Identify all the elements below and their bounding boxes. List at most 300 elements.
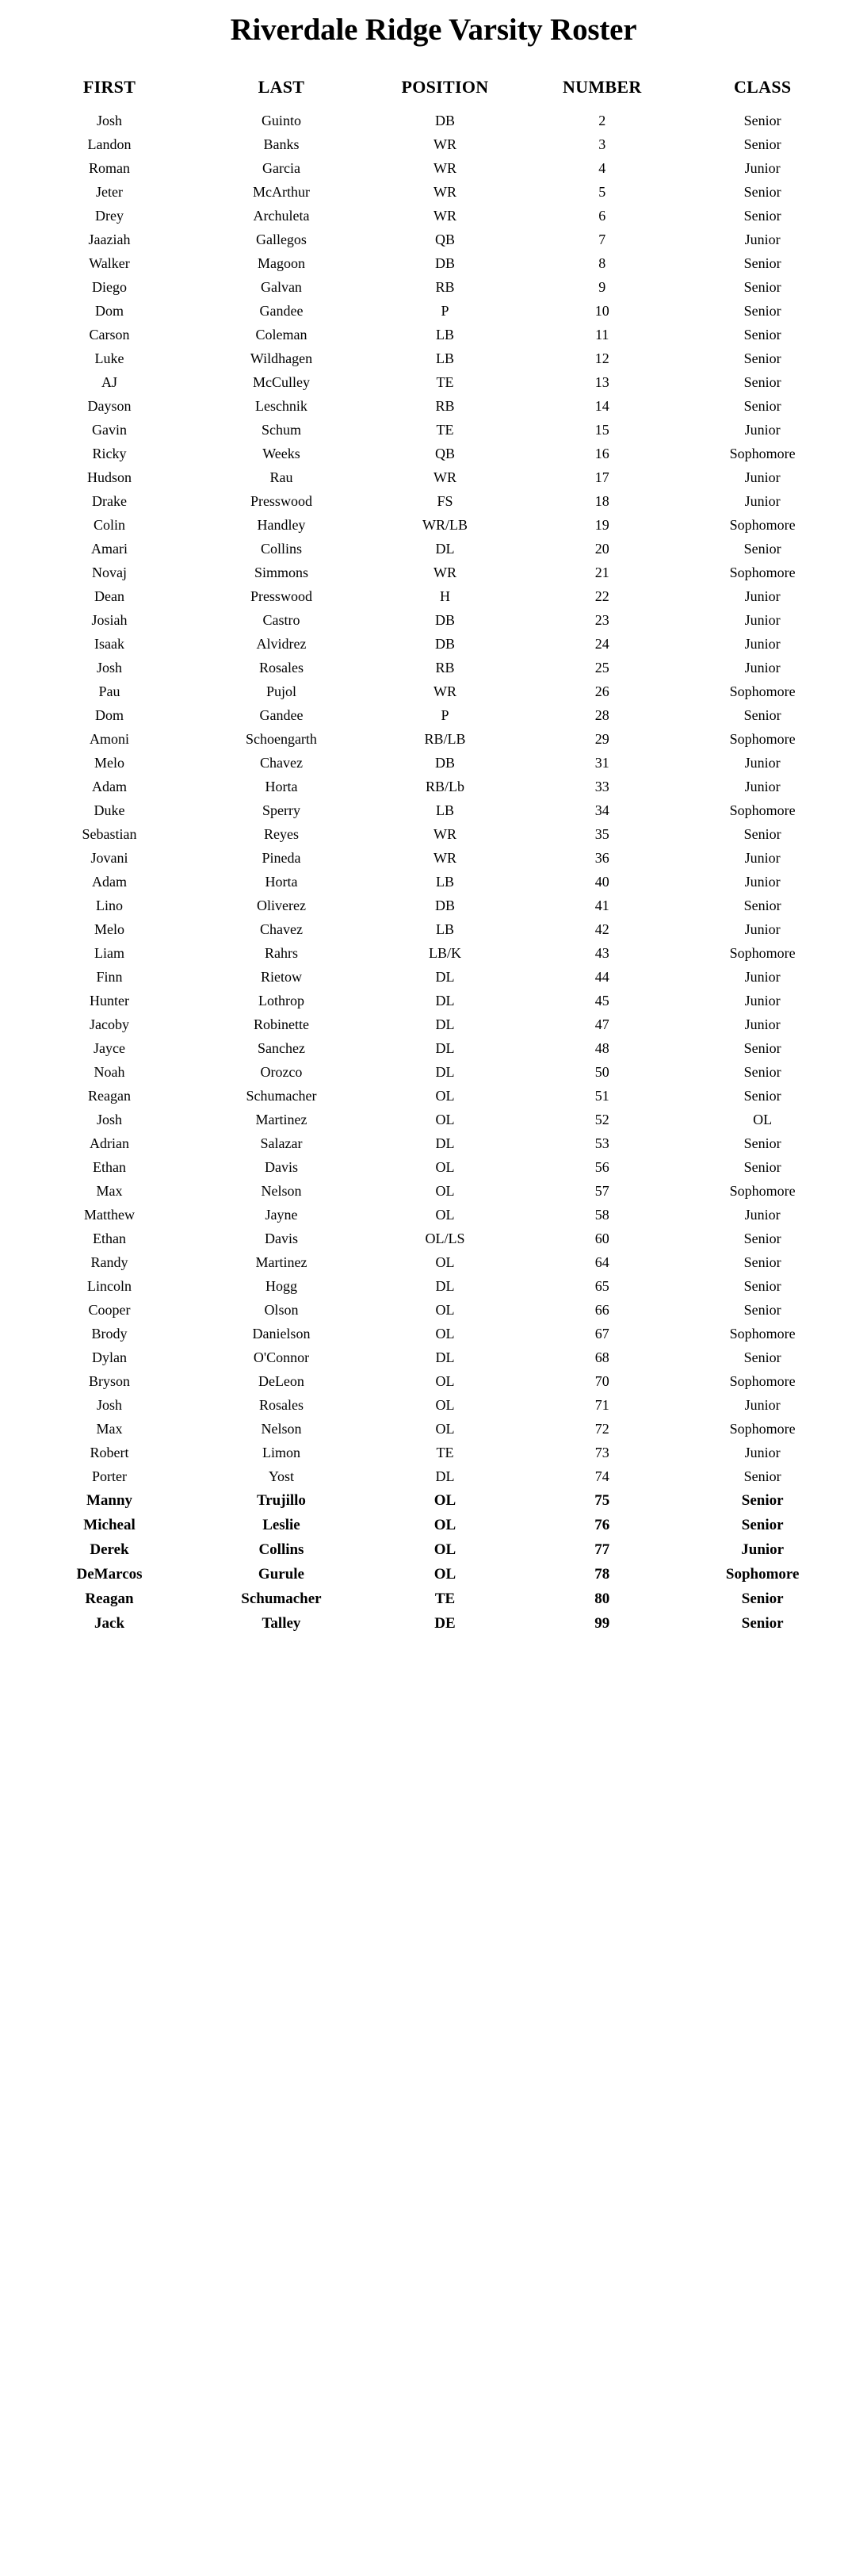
table-row xyxy=(22,656,845,679)
roster-table xyxy=(22,77,845,1636)
cell-last-name: Talley xyxy=(262,1614,301,1632)
cell-last-name: Reyes xyxy=(263,825,299,842)
cell-class: Senior xyxy=(743,136,781,152)
cell-class: Senior xyxy=(741,1516,784,1533)
cell-position: WR xyxy=(434,683,456,699)
cell-number: 10 xyxy=(594,302,609,319)
cell-position: LB xyxy=(435,921,454,937)
cell-first-name: Cooper xyxy=(88,1301,131,1318)
cell-class: Sophomore xyxy=(729,1182,796,1199)
cell-class: Senior xyxy=(743,207,781,224)
cell-last-name: Garcia xyxy=(262,159,300,176)
cell-first-name: Amari xyxy=(91,540,128,557)
cell-number: 19 xyxy=(594,516,609,533)
cell-number: 28 xyxy=(594,706,609,723)
cell-position: RB xyxy=(435,659,455,676)
cell-position: LB xyxy=(435,873,454,890)
cell-first-name: Adam xyxy=(92,873,128,890)
table-row xyxy=(22,251,845,275)
table-row xyxy=(22,1298,845,1322)
cell-class: Senior xyxy=(743,1254,781,1270)
cell-class: Sophomore xyxy=(729,564,796,580)
cell-first-name: Luke xyxy=(94,350,124,366)
cell-last-name: Guinto xyxy=(261,112,301,128)
cell-last-name: Martinez xyxy=(255,1254,307,1270)
cell-last-name: Leslie xyxy=(262,1516,300,1533)
cell-number: 9 xyxy=(598,278,606,295)
cell-position: OL xyxy=(434,1541,456,1558)
cell-class: Senior xyxy=(743,825,781,842)
table-row xyxy=(22,204,845,228)
cell-class: Junior xyxy=(744,659,781,676)
cell-last-name: Pujol xyxy=(265,683,296,699)
cell-first-name: Novaj xyxy=(92,564,128,580)
table-body xyxy=(22,109,845,1636)
cell-class: Senior xyxy=(743,278,781,295)
table-row xyxy=(22,703,845,727)
table-row xyxy=(22,346,845,370)
cell-class: Senior xyxy=(743,1158,781,1175)
cell-number: 22 xyxy=(594,588,609,604)
cell-position: WR xyxy=(434,183,456,200)
cell-number: 6 xyxy=(598,207,606,224)
cell-number: 75 xyxy=(594,1491,610,1509)
cell-first-name: Max xyxy=(96,1420,123,1437)
table-row xyxy=(22,1369,845,1393)
cell-number: 18 xyxy=(594,492,609,509)
cell-number: 70 xyxy=(594,1372,609,1389)
cell-first-name: Duke xyxy=(94,802,125,818)
table-row xyxy=(22,1084,845,1108)
cell-first-name: Jack xyxy=(94,1614,125,1632)
cell-first-name: Robert xyxy=(90,1444,129,1460)
cell-position: RB/Lb xyxy=(425,778,464,794)
table-row xyxy=(22,1179,845,1203)
table-row xyxy=(22,394,845,418)
cell-class: Senior xyxy=(743,1301,781,1318)
cell-last-name: Collins xyxy=(260,540,302,557)
cell-last-name: Limon xyxy=(262,1444,300,1460)
cell-class: Sophomore xyxy=(729,683,796,699)
cell-position: OL xyxy=(435,1420,455,1437)
cell-first-name: Josh xyxy=(97,1396,123,1413)
cell-first-name: Walker xyxy=(89,255,130,271)
cell-position: TE xyxy=(436,421,454,438)
cell-first-name: Josh xyxy=(97,112,123,128)
cell-position: LB xyxy=(435,326,454,343)
cell-position: DL xyxy=(435,1135,455,1151)
table-row xyxy=(22,1274,845,1298)
cell-first-name: Drake xyxy=(92,492,128,509)
cell-position: TE xyxy=(436,1444,454,1460)
cell-position: P xyxy=(441,302,449,319)
cell-position: DB xyxy=(434,754,455,771)
table-row xyxy=(22,1562,845,1587)
cell-number: 78 xyxy=(594,1565,610,1583)
cell-position: WR xyxy=(434,849,456,866)
cell-position: OL xyxy=(435,1254,455,1270)
page-title: Riverdale Ridge Varsity Roster xyxy=(230,13,637,47)
cell-first-name: Dom xyxy=(95,706,124,723)
table-row xyxy=(22,1108,845,1131)
table-row xyxy=(22,1464,845,1488)
cell-first-name: Max xyxy=(96,1182,123,1199)
cell-last-name: Rau xyxy=(269,469,293,485)
cell-position: TE xyxy=(434,1590,456,1607)
cell-position: LB xyxy=(435,350,454,366)
table-row xyxy=(22,561,845,584)
cell-number: 43 xyxy=(594,944,609,961)
table-row xyxy=(22,1611,845,1636)
cell-position: WR xyxy=(434,159,456,176)
cell-number: 2 xyxy=(598,112,606,128)
cell-first-name: Jaaziah xyxy=(88,231,131,247)
table-row xyxy=(22,751,845,775)
table-row xyxy=(22,537,845,561)
table-row xyxy=(22,299,845,323)
cell-class: Junior xyxy=(744,778,781,794)
cell-number: 5 xyxy=(598,183,606,200)
table-row xyxy=(22,1417,845,1441)
cell-number: 76 xyxy=(594,1516,610,1533)
cell-class: Senior xyxy=(743,373,781,390)
cell-first-name: Ethan xyxy=(93,1230,127,1246)
cell-position: TE xyxy=(436,373,454,390)
cell-last-name: Gandee xyxy=(259,302,304,319)
cell-number: 14 xyxy=(594,397,609,414)
cell-class: Senior xyxy=(743,706,781,723)
cell-class: Senior xyxy=(743,302,781,319)
cell-last-name: Castro xyxy=(262,611,300,628)
cell-first-name: Dean xyxy=(94,588,125,604)
table-row xyxy=(22,1345,845,1369)
cell-last-name: Rosales xyxy=(258,1396,304,1413)
cell-class: Sophomore xyxy=(729,802,796,818)
cell-number: 4 xyxy=(598,159,606,176)
cell-class: Senior xyxy=(743,1468,781,1484)
cell-number: 45 xyxy=(594,992,609,1009)
cell-first-name: Ricky xyxy=(92,445,127,461)
cell-last-name: Lothrop xyxy=(258,992,304,1009)
cell-class: Junior xyxy=(744,469,781,485)
cell-last-name: Schumacher xyxy=(241,1590,322,1607)
cell-first-name: Hunter xyxy=(90,992,130,1009)
table-row xyxy=(22,1155,845,1179)
column-header-class: CLASS xyxy=(733,76,792,97)
cell-number: 57 xyxy=(594,1182,609,1199)
cell-position: OL xyxy=(435,1396,455,1413)
table-row xyxy=(22,775,845,798)
cell-position: OL xyxy=(435,1158,455,1175)
cell-last-name: Olson xyxy=(264,1301,299,1318)
table-row xyxy=(22,1537,845,1562)
cell-position: DB xyxy=(434,897,455,913)
cell-class: Junior xyxy=(744,231,781,247)
cell-position: DL xyxy=(435,1277,455,1294)
table-row xyxy=(22,1060,845,1084)
cell-position: OL xyxy=(434,1491,456,1509)
cell-position: DE xyxy=(434,1614,456,1632)
cell-number: 42 xyxy=(594,921,609,937)
table-row xyxy=(22,1227,845,1250)
cell-last-name: O'Connor xyxy=(253,1349,310,1365)
cell-first-name: Melo xyxy=(94,921,125,937)
cell-first-name: Jacoby xyxy=(90,1016,130,1032)
cell-number: 23 xyxy=(594,611,609,628)
cell-position: DL xyxy=(435,992,455,1009)
column-header-position: POSITION xyxy=(401,76,489,97)
cell-last-name: Horta xyxy=(265,873,298,890)
cell-first-name: Diego xyxy=(92,278,128,295)
cell-first-name: Landon xyxy=(87,136,132,152)
cell-number: 25 xyxy=(594,659,609,676)
column-header-last: LAST xyxy=(258,76,305,97)
table-row xyxy=(22,109,845,132)
table-row xyxy=(22,822,845,846)
cell-first-name: AJ xyxy=(101,373,118,390)
cell-first-name: Ethan xyxy=(93,1158,127,1175)
cell-first-name: Dylan xyxy=(92,1349,128,1365)
cell-class: Junior xyxy=(744,921,781,937)
cell-first-name: Josh xyxy=(97,1111,123,1127)
cell-class: Senior xyxy=(743,112,781,128)
cell-first-name: Bryson xyxy=(89,1372,131,1389)
cell-class: Sophomore xyxy=(729,730,796,747)
cell-first-name: Carson xyxy=(89,326,130,343)
cell-class: Junior xyxy=(744,611,781,628)
cell-position: DL xyxy=(435,1016,455,1032)
cell-first-name: Porter xyxy=(92,1468,128,1484)
cell-class: Senior xyxy=(743,1349,781,1365)
cell-position: DB xyxy=(434,635,455,652)
cell-position: OL xyxy=(435,1111,455,1127)
cell-number: 67 xyxy=(594,1325,609,1342)
table-row xyxy=(22,1036,845,1060)
cell-first-name: Jayce xyxy=(94,1039,126,1056)
cell-class: Junior xyxy=(741,1541,785,1558)
cell-number: 56 xyxy=(594,1158,609,1175)
cell-class: Senior xyxy=(743,1063,781,1080)
cell-position: DL xyxy=(435,1468,455,1484)
table-row xyxy=(22,275,845,299)
cell-first-name: Randy xyxy=(90,1254,128,1270)
cell-class: Senior xyxy=(741,1491,784,1509)
cell-last-name: Galvan xyxy=(260,278,302,295)
cell-position: DB xyxy=(434,611,455,628)
cell-class: Junior xyxy=(744,754,781,771)
cell-first-name: Roman xyxy=(89,159,131,176)
cell-first-name: Micheal xyxy=(83,1516,136,1533)
table-row xyxy=(22,323,845,346)
table-row xyxy=(22,1131,845,1155)
cell-number: 36 xyxy=(594,849,609,866)
cell-class: Senior xyxy=(743,183,781,200)
cell-number: 99 xyxy=(594,1614,610,1632)
table-row xyxy=(22,442,845,465)
cell-position: WR xyxy=(434,469,456,485)
cell-last-name: Weeks xyxy=(262,445,300,461)
cell-position: OL xyxy=(435,1087,455,1104)
cell-class: Junior xyxy=(744,421,781,438)
cell-number: 47 xyxy=(594,1016,609,1032)
table-row xyxy=(22,180,845,204)
cell-number: 16 xyxy=(594,445,609,461)
cell-last-name: Davis xyxy=(264,1158,298,1175)
cell-position: DB xyxy=(434,112,455,128)
table-row xyxy=(22,608,845,632)
table-row xyxy=(22,679,845,703)
cell-number: 13 xyxy=(594,373,609,390)
cell-number: 31 xyxy=(594,754,609,771)
cell-position: DL xyxy=(435,1349,455,1365)
cell-number: 77 xyxy=(594,1541,610,1558)
cell-position: OL/LS xyxy=(425,1230,465,1246)
cell-class: Junior xyxy=(744,873,781,890)
cell-number: 40 xyxy=(594,873,609,890)
cell-position: P xyxy=(441,706,449,723)
cell-first-name: Matthew xyxy=(84,1206,136,1223)
cell-position: WR xyxy=(434,825,456,842)
column-header-first: FIRST xyxy=(82,76,136,97)
cell-last-name: Gurule xyxy=(258,1565,304,1583)
cell-number: 3 xyxy=(598,136,606,152)
cell-last-name: Schoengarth xyxy=(245,730,317,747)
table-row xyxy=(22,418,845,442)
cell-last-name: Oliverez xyxy=(256,897,306,913)
cell-number: 11 xyxy=(595,326,609,343)
cell-last-name: McArthur xyxy=(252,183,310,200)
cell-class: Sophomore xyxy=(725,1565,800,1583)
cell-class: Senior xyxy=(741,1590,784,1607)
cell-class: Senior xyxy=(743,1277,781,1294)
table-header xyxy=(22,77,845,109)
cell-first-name: Reagan xyxy=(88,1087,132,1104)
table-row xyxy=(22,1513,845,1537)
cell-class: Senior xyxy=(743,1087,781,1104)
cell-number: 51 xyxy=(594,1087,609,1104)
table-row xyxy=(22,1322,845,1345)
cell-last-name: Nelson xyxy=(261,1420,302,1437)
cell-first-name: DeMarcos xyxy=(76,1565,143,1583)
cell-class: Senior xyxy=(743,397,781,414)
cell-first-name: Lincoln xyxy=(87,1277,132,1294)
cell-position: DB xyxy=(434,255,455,271)
cell-number: 48 xyxy=(594,1039,609,1056)
table-row xyxy=(22,156,845,180)
cell-last-name: Sperry xyxy=(262,802,300,818)
cell-first-name: Finn xyxy=(96,968,123,985)
cell-position: RB xyxy=(435,278,455,295)
table-row xyxy=(22,846,845,870)
cell-number: 52 xyxy=(594,1111,609,1127)
cell-class: Junior xyxy=(744,992,781,1009)
cell-position: RB/LB xyxy=(424,730,466,747)
cell-number: 60 xyxy=(594,1230,609,1246)
cell-last-name: Collins xyxy=(258,1541,304,1558)
cell-number: 29 xyxy=(594,730,609,747)
cell-class: Junior xyxy=(744,635,781,652)
cell-number: 64 xyxy=(594,1254,609,1270)
cell-position: QB xyxy=(434,445,455,461)
cell-number: 24 xyxy=(594,635,609,652)
cell-first-name: Colin xyxy=(94,516,126,533)
table-row xyxy=(22,965,845,989)
table-row xyxy=(22,1250,845,1274)
table-row xyxy=(22,917,845,941)
cell-class: Sophomore xyxy=(729,1420,796,1437)
cell-position: OL xyxy=(435,1206,455,1223)
cell-class: Senior xyxy=(743,1135,781,1151)
cell-class: OL xyxy=(753,1111,773,1127)
cell-first-name: Dom xyxy=(95,302,124,319)
cell-class: Sophomore xyxy=(729,445,796,461)
cell-last-name: Rosales xyxy=(258,659,304,676)
cell-last-name: Sanchez xyxy=(257,1039,305,1056)
cell-position: OL xyxy=(435,1372,455,1389)
table-row xyxy=(22,894,845,917)
cell-last-name: Horta xyxy=(265,778,298,794)
cell-number: 8 xyxy=(598,255,606,271)
cell-last-name: Danielson xyxy=(252,1325,311,1342)
cell-position: WR xyxy=(434,564,456,580)
cell-last-name: Simmons xyxy=(254,564,308,580)
cell-number: 44 xyxy=(594,968,609,985)
cell-first-name: Isaak xyxy=(94,635,125,652)
cell-first-name: Dayson xyxy=(87,397,132,414)
cell-last-name: Trujillo xyxy=(256,1491,306,1509)
cell-last-name: Davis xyxy=(264,1230,298,1246)
cell-position: DL xyxy=(435,1039,455,1056)
cell-class: Junior xyxy=(744,849,781,866)
table-row xyxy=(22,1587,845,1611)
cell-last-name: Rahrs xyxy=(264,944,298,961)
cell-first-name: Reagan xyxy=(85,1590,134,1607)
cell-last-name: Chavez xyxy=(259,754,303,771)
cell-class: Junior xyxy=(744,1444,781,1460)
cell-position: OL xyxy=(435,1182,455,1199)
table-row xyxy=(22,370,845,394)
cell-first-name: Derek xyxy=(90,1541,129,1558)
table-row xyxy=(22,132,845,156)
cell-first-name: Sebastian xyxy=(82,825,137,842)
table-row xyxy=(22,941,845,965)
cell-last-name: Leschnik xyxy=(254,397,307,414)
table-row xyxy=(22,1441,845,1464)
cell-last-name: Gandee xyxy=(259,706,304,723)
cell-number: 80 xyxy=(594,1590,610,1607)
table-row xyxy=(22,798,845,822)
cell-last-name: Archuleta xyxy=(253,207,310,224)
table-header-row xyxy=(22,77,845,109)
cell-last-name: Pineda xyxy=(262,849,301,866)
table-row xyxy=(22,584,845,608)
cell-position: LB/K xyxy=(428,944,461,961)
document-page xyxy=(0,13,867,1636)
table-row xyxy=(22,870,845,894)
cell-first-name: Adrian xyxy=(90,1135,130,1151)
cell-position: DL xyxy=(435,540,455,557)
cell-last-name: Magoon xyxy=(257,255,305,271)
cell-class: Junior xyxy=(744,492,781,509)
cell-last-name: Gallegos xyxy=(255,231,307,247)
cell-class: Senior xyxy=(743,350,781,366)
cell-last-name: Hogg xyxy=(265,1277,297,1294)
cell-class: Sophomore xyxy=(729,944,796,961)
cell-first-name: Amoni xyxy=(90,730,130,747)
cell-number: 74 xyxy=(594,1468,609,1484)
cell-number: 72 xyxy=(594,1420,609,1437)
cell-first-name: Brody xyxy=(91,1325,128,1342)
